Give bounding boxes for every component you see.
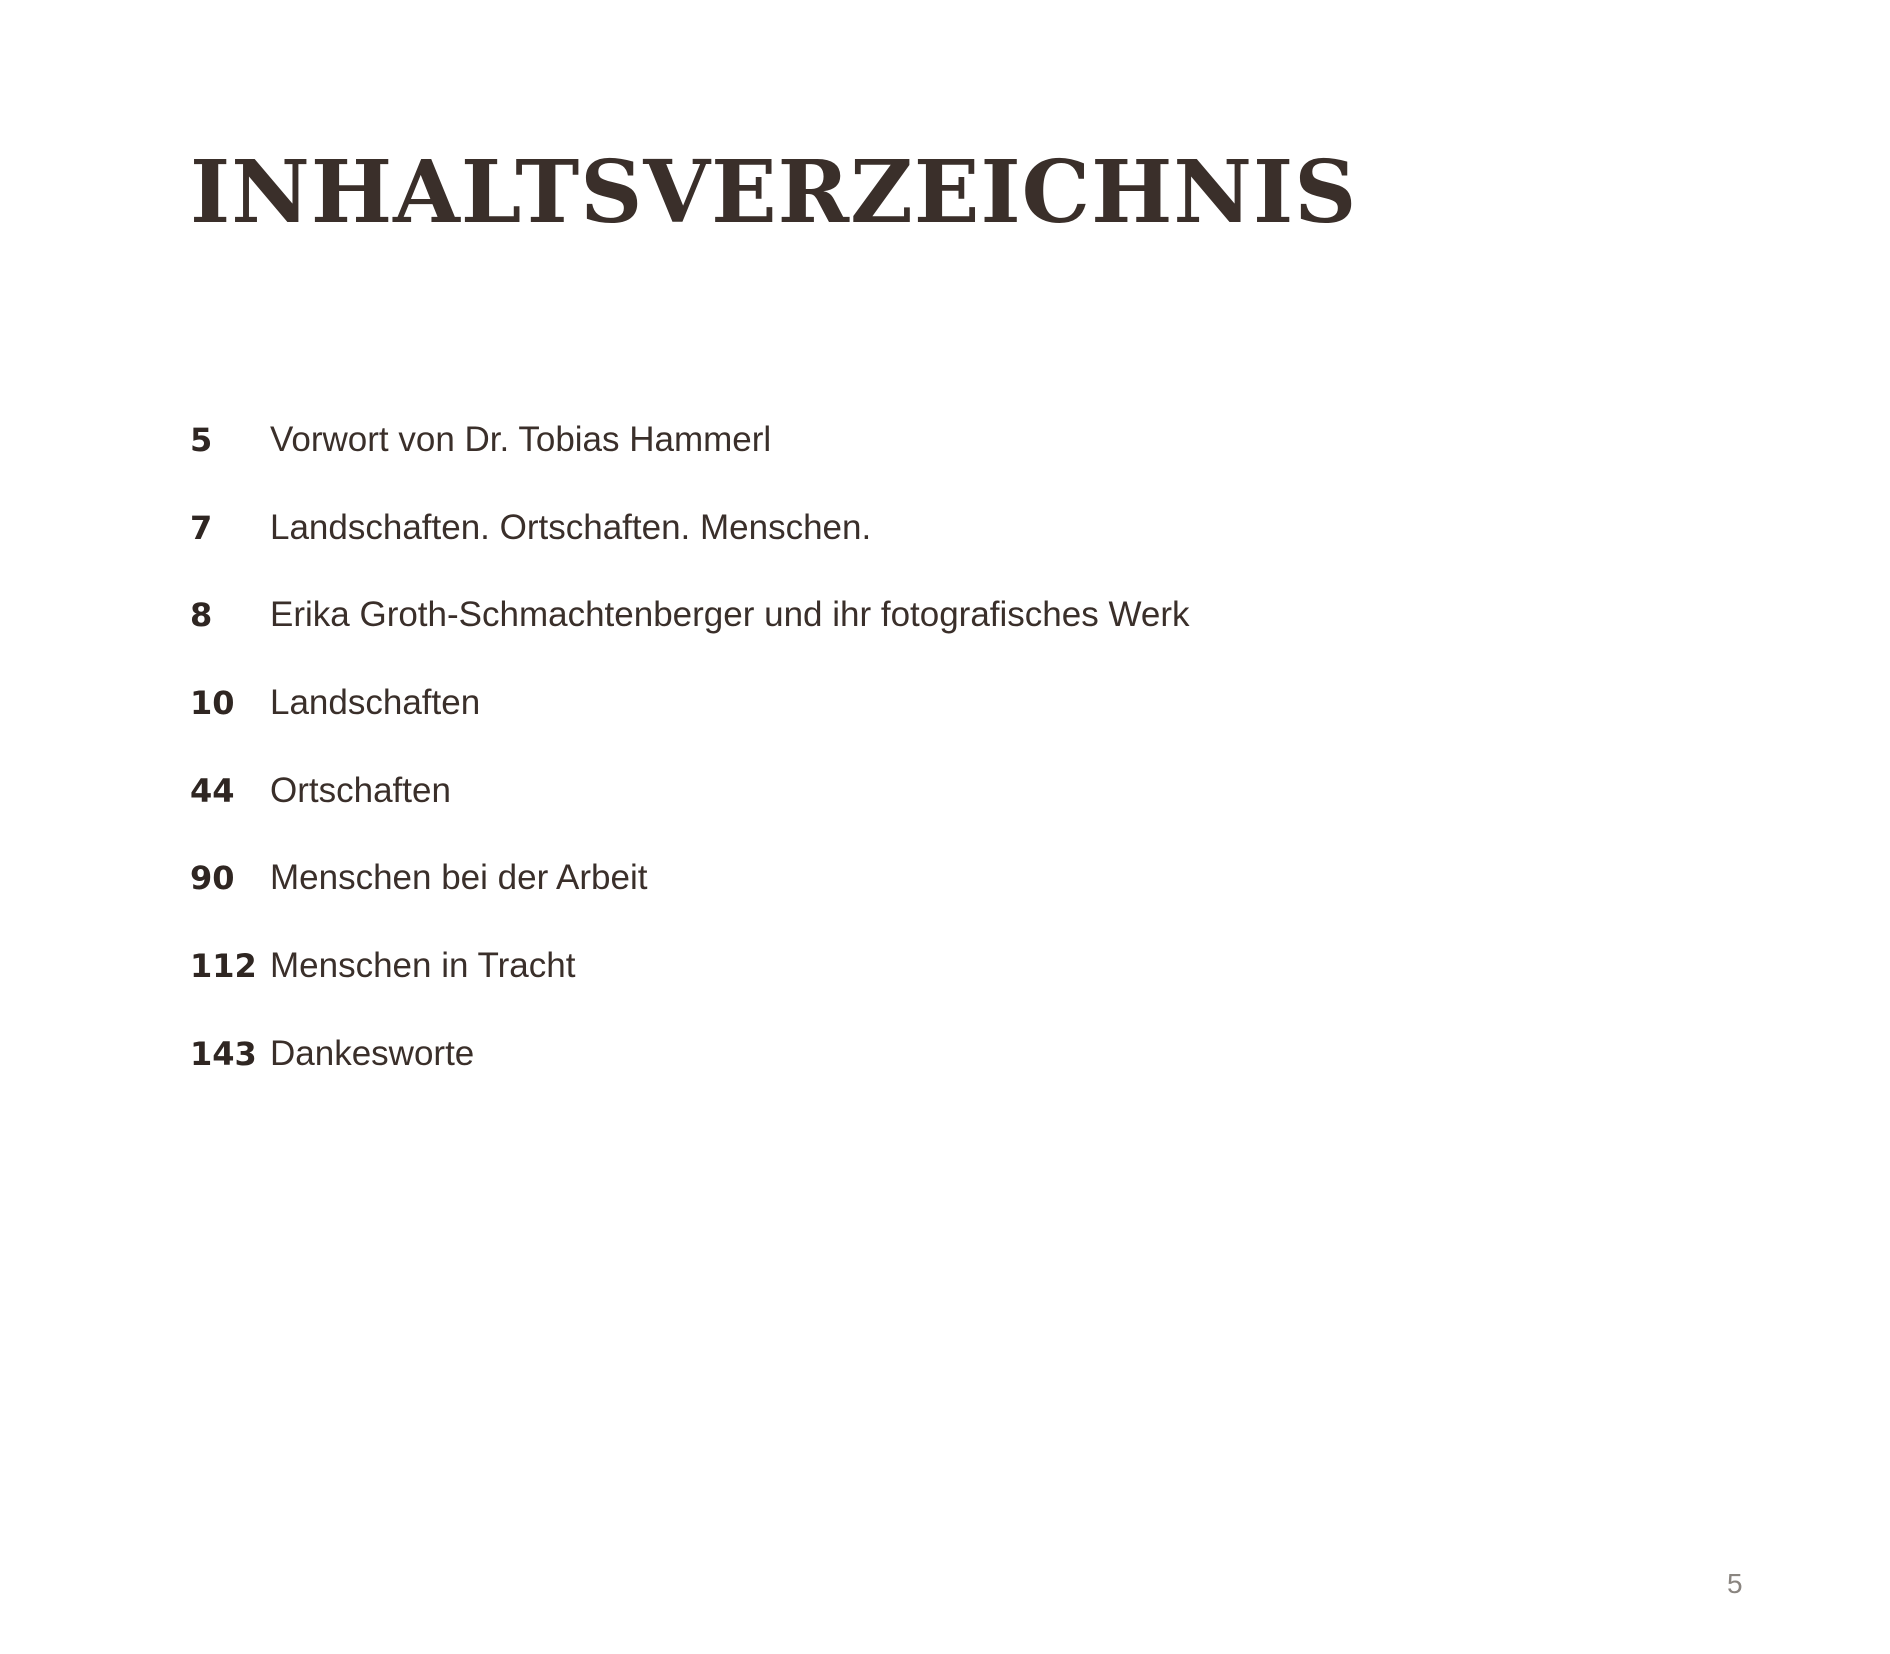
toc-entry — [190, 1034, 1190, 1122]
toc-entry-title: Vorwort von Dr. Tobias Hammerl — [270, 420, 772, 459]
page-number: 5 — [1727, 1568, 1743, 1599]
toc-page-number: 112 — [190, 947, 257, 986]
toc-entry — [190, 683, 1190, 771]
toc-page-number: 5 — [190, 421, 213, 459]
table-of-contents — [190, 420, 1190, 1122]
toc-page-number: 90 — [190, 859, 235, 898]
toc-entry — [190, 595, 1190, 683]
toc-entry-title: Erika Groth-Schmachtenberger und ihr fotografisches Werk — [270, 595, 1190, 635]
toc-entry-title: Landschaften. Ortschaften. Menschen. — [270, 507, 872, 547]
toc-entry-title: Ortschaften — [270, 770, 451, 810]
toc-entry-title: Menschen in Tracht — [270, 946, 576, 986]
toc-entry — [190, 946, 1190, 1034]
toc-page-number: 10 — [190, 684, 235, 723]
toc-page-number: 7 — [190, 508, 213, 547]
toc-entry — [190, 858, 1190, 946]
toc-entry-title: Landschaften — [270, 683, 481, 723]
toc-entry — [190, 771, 1190, 859]
toc-entry-title: Dankesworte — [270, 1033, 475, 1073]
page-title: INHALTSVERZEICHNIS — [190, 142, 1358, 243]
toc-entry — [190, 420, 1190, 508]
toc-entry-title: Menschen bei der Arbeit — [270, 858, 648, 898]
toc-entry — [190, 508, 1190, 596]
toc-page-number: 143 — [190, 1034, 257, 1073]
toc-page-number: 8 — [190, 596, 213, 635]
toc-page-number: 44 — [190, 771, 235, 810]
